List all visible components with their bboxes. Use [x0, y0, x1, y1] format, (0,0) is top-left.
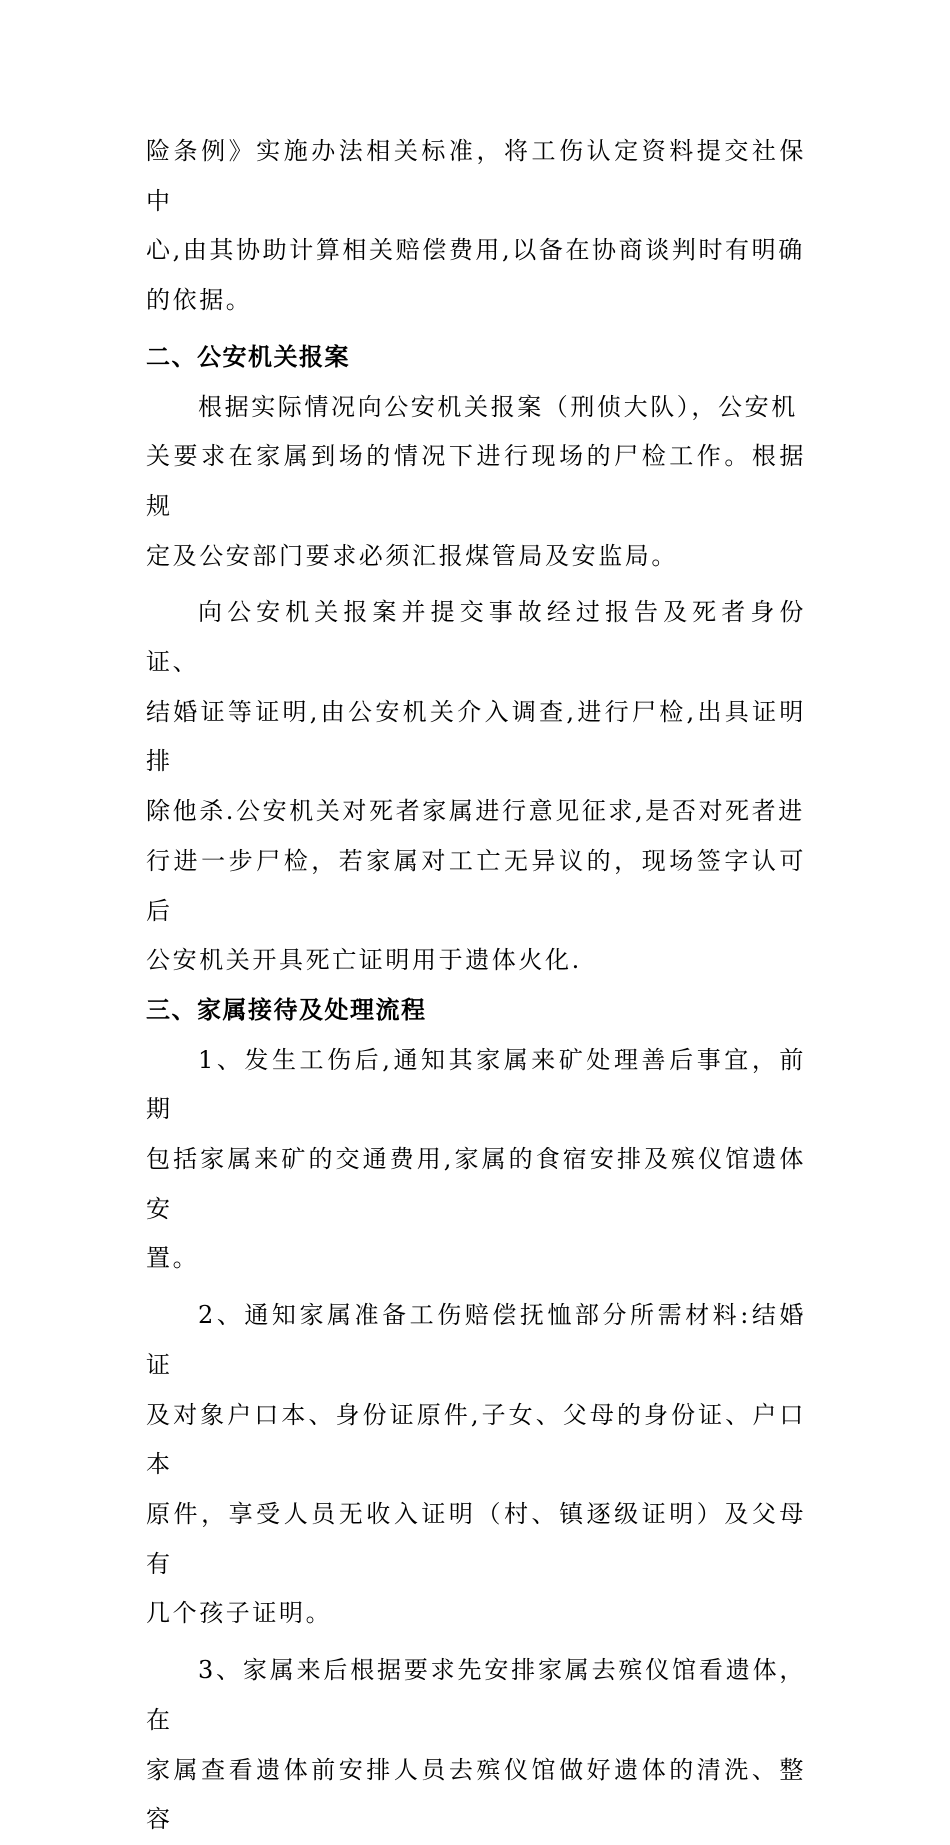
section-heading-family-reception: 三、家属接待及处理流程	[146, 995, 427, 1024]
paragraph-insurance-regulation	[146, 127, 806, 326]
paragraph-step-2	[146, 1291, 806, 1639]
text-line: 险条例》实施办法相关标准，将工伤认定资料提交社保中	[146, 137, 806, 215]
document-page	[146, 127, 806, 1845]
text-line: 3、家属来后根据要求先安排家属去殡仪馆看遗体，在	[146, 1656, 806, 1734]
text-line: 除他杀.公安机关对死者家属进行意见征求,是否对死者进	[146, 797, 805, 826]
text-line: 的依据。	[146, 286, 253, 315]
text-line: 1、发生工伤后,通知其家属来矿处理善后事宜，前期	[146, 1045, 806, 1124]
text-line: 定及公安部门要求必须汇报煤管局及安监局。	[146, 541, 678, 570]
text-line: 公安机关开具死亡证明用于遗体火化.	[146, 946, 582, 975]
text-line: 结婚证等证明,由公安机关介入调查,进行尸检,出具证明排	[146, 697, 806, 776]
text-line: 置。	[146, 1244, 200, 1273]
paragraph-step-3	[146, 1646, 806, 1845]
text-line: 包括家属来矿的交通费用,家属的食宿安排及殡仪馆遗体安	[146, 1145, 806, 1223]
section-heading-police-report: 二、公安机关报案	[146, 342, 350, 371]
text-line: 2、通知家属准备工伤赔偿抚恤部分所需材料:结婚证	[146, 1301, 806, 1379]
text-line: 及对象户口本、身份证原件,子女、父母的身份证、户口本	[146, 1400, 806, 1479]
paragraph-step-1	[146, 1036, 806, 1285]
text-line: 向公安机关报案并提交事故经过报告及死者身份证、	[146, 598, 806, 677]
text-line: 根据实际情况向公安机关报案（刑侦大队），公安机	[198, 392, 798, 421]
text-line: 家属查看遗体前安排人员去殡仪馆做好遗体的清洗、整容	[146, 1755, 806, 1834]
paragraph-police-report-1	[146, 383, 806, 582]
text-line: 关要求在家属到场的情况下进行现场的尸检工作。根据规	[146, 442, 806, 520]
paragraph-police-report-2	[146, 588, 806, 986]
text-line: 心,由其协助计算相关赔偿费用,以备在协商谈判时有明确	[146, 236, 805, 265]
text-line: 几个孩子证明。	[146, 1599, 333, 1628]
text-line: 行进一步尸检，若家属对工亡无异议的，现场签字认可后	[146, 846, 806, 925]
text-line: 原件，享受人员无收入证明（村、镇逐级证明）及父母有	[146, 1499, 806, 1578]
